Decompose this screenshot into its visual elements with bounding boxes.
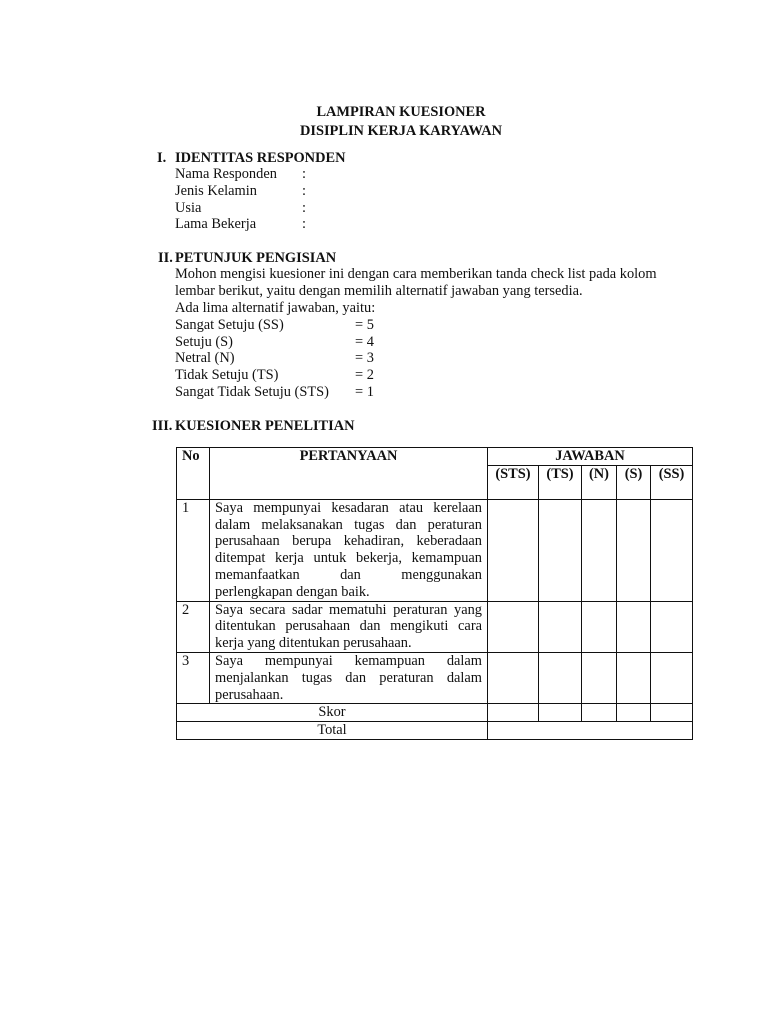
answer-cell-sts[interactable] <box>488 601 539 652</box>
field-label-nama: Nama Responden <box>175 166 277 182</box>
alternatives-intro: Ada lima alternatif jawaban, yaitu: <box>175 300 376 316</box>
section3-title: KUESIONER PENELITIAN <box>175 418 355 434</box>
score-label: Skor <box>177 704 488 722</box>
section2-number: II. <box>158 250 173 266</box>
section1-title: IDENTITAS RESPONDEN <box>175 150 346 166</box>
answer-cell-ts[interactable] <box>539 652 582 703</box>
answer-cell-ss[interactable] <box>651 652 693 703</box>
scale-label-sts: Sangat Tidak Setuju (STS) <box>175 384 329 400</box>
field-colon-lama-bekerja: : <box>302 216 306 232</box>
total-row <box>177 722 693 740</box>
row-number: 1 <box>177 499 210 601</box>
header-no: No <box>177 448 210 500</box>
answer-cell-ts[interactable] <box>539 499 582 601</box>
scale-value-ss: = 5 <box>355 317 374 333</box>
field-label-usia: Usia <box>175 200 202 216</box>
field-colon-jenis-kelamin: : <box>302 183 306 199</box>
section1-number: I. <box>157 150 167 166</box>
scale-label-ts: Tidak Setuju (TS) <box>175 367 279 383</box>
option-sts: (STS) <box>488 465 539 499</box>
answer-cell-s[interactable] <box>617 652 651 703</box>
score-cell-sts[interactable] <box>488 704 539 722</box>
answer-cell-sts[interactable] <box>488 499 539 601</box>
header-jawaban: JAWABAN <box>488 448 693 466</box>
field-colon-usia: : <box>302 200 306 216</box>
table-row <box>177 499 693 601</box>
scale-label-n: Netral (N) <box>175 350 235 366</box>
field-label-jenis-kelamin: Jenis Kelamin <box>175 183 257 199</box>
total-label: Total <box>177 722 488 740</box>
answer-cell-ss[interactable] <box>651 499 693 601</box>
answer-cell-s[interactable] <box>617 601 651 652</box>
question-text: Saya secara sadar mematuhi peraturan yang ditentukan perusahaan dan mengikuti cara kerja yang ditentukan perusahaan. <box>210 601 488 652</box>
row-number: 3 <box>177 652 210 703</box>
score-cell-n[interactable] <box>582 704 617 722</box>
answer-cell-ts[interactable] <box>539 601 582 652</box>
field-colon-nama: : <box>302 166 306 182</box>
option-ss: (SS) <box>651 465 693 499</box>
header-pertanyaan: PERTANYAAN <box>210 448 488 500</box>
option-n: (N) <box>582 465 617 499</box>
answer-cell-n[interactable] <box>582 601 617 652</box>
scale-value-s: = 4 <box>355 334 374 350</box>
answer-cell-s[interactable] <box>617 499 651 601</box>
scale-value-ts: = 2 <box>355 367 374 383</box>
answer-cell-sts[interactable] <box>488 652 539 703</box>
score-cell-s[interactable] <box>617 704 651 722</box>
total-cell[interactable] <box>488 722 693 740</box>
answer-cell-n[interactable] <box>582 499 617 601</box>
document-subtitle: DISIPLIN KERJA KARYAWAN <box>299 123 503 139</box>
scale-label-ss: Sangat Setuju (SS) <box>175 317 284 333</box>
instruction-paragraph: Mohon mengisi kuesioner ini dengan cara memberikan tanda check list pada kolom lembar berikut, yaitu dengan memilih alternatif jawaban yang tersedia. <box>175 266 657 299</box>
table-row <box>177 601 693 652</box>
section3-number: III. <box>152 418 173 434</box>
questionnaire-table <box>176 447 693 740</box>
option-s: (S) <box>617 465 651 499</box>
score-row <box>177 704 693 722</box>
option-ts: (TS) <box>539 465 582 499</box>
row-number: 2 <box>177 601 210 652</box>
scale-value-sts: = 1 <box>355 384 374 400</box>
table-row <box>177 652 693 703</box>
scale-label-s: Setuju (S) <box>175 334 233 350</box>
score-cell-ss[interactable] <box>651 704 693 722</box>
document-title: LAMPIRAN KUESIONER <box>316 104 486 120</box>
question-text: Saya mempunyai kemampuan dalam menjalankan tugas dan peraturan dalam perusahaan. <box>210 652 488 703</box>
question-text: Saya mempunyai kesadaran atau kerelaan dalam melaksanakan tugas dan peraturan perusahaan berupa kehadiran, keberadaan ditempat kerja untuk bekerja, kemampuan memanfaatkan dan menggunakan perlengkapan dengan baik. <box>210 499 488 601</box>
score-cell-ts[interactable] <box>539 704 582 722</box>
field-label-lama-bekerja: Lama Bekerja <box>175 216 257 232</box>
answer-cell-n[interactable] <box>582 652 617 703</box>
answer-cell-ss[interactable] <box>651 601 693 652</box>
section2-title: PETUNJUK PENGISIAN <box>175 250 337 266</box>
scale-value-n: = 3 <box>355 350 374 366</box>
